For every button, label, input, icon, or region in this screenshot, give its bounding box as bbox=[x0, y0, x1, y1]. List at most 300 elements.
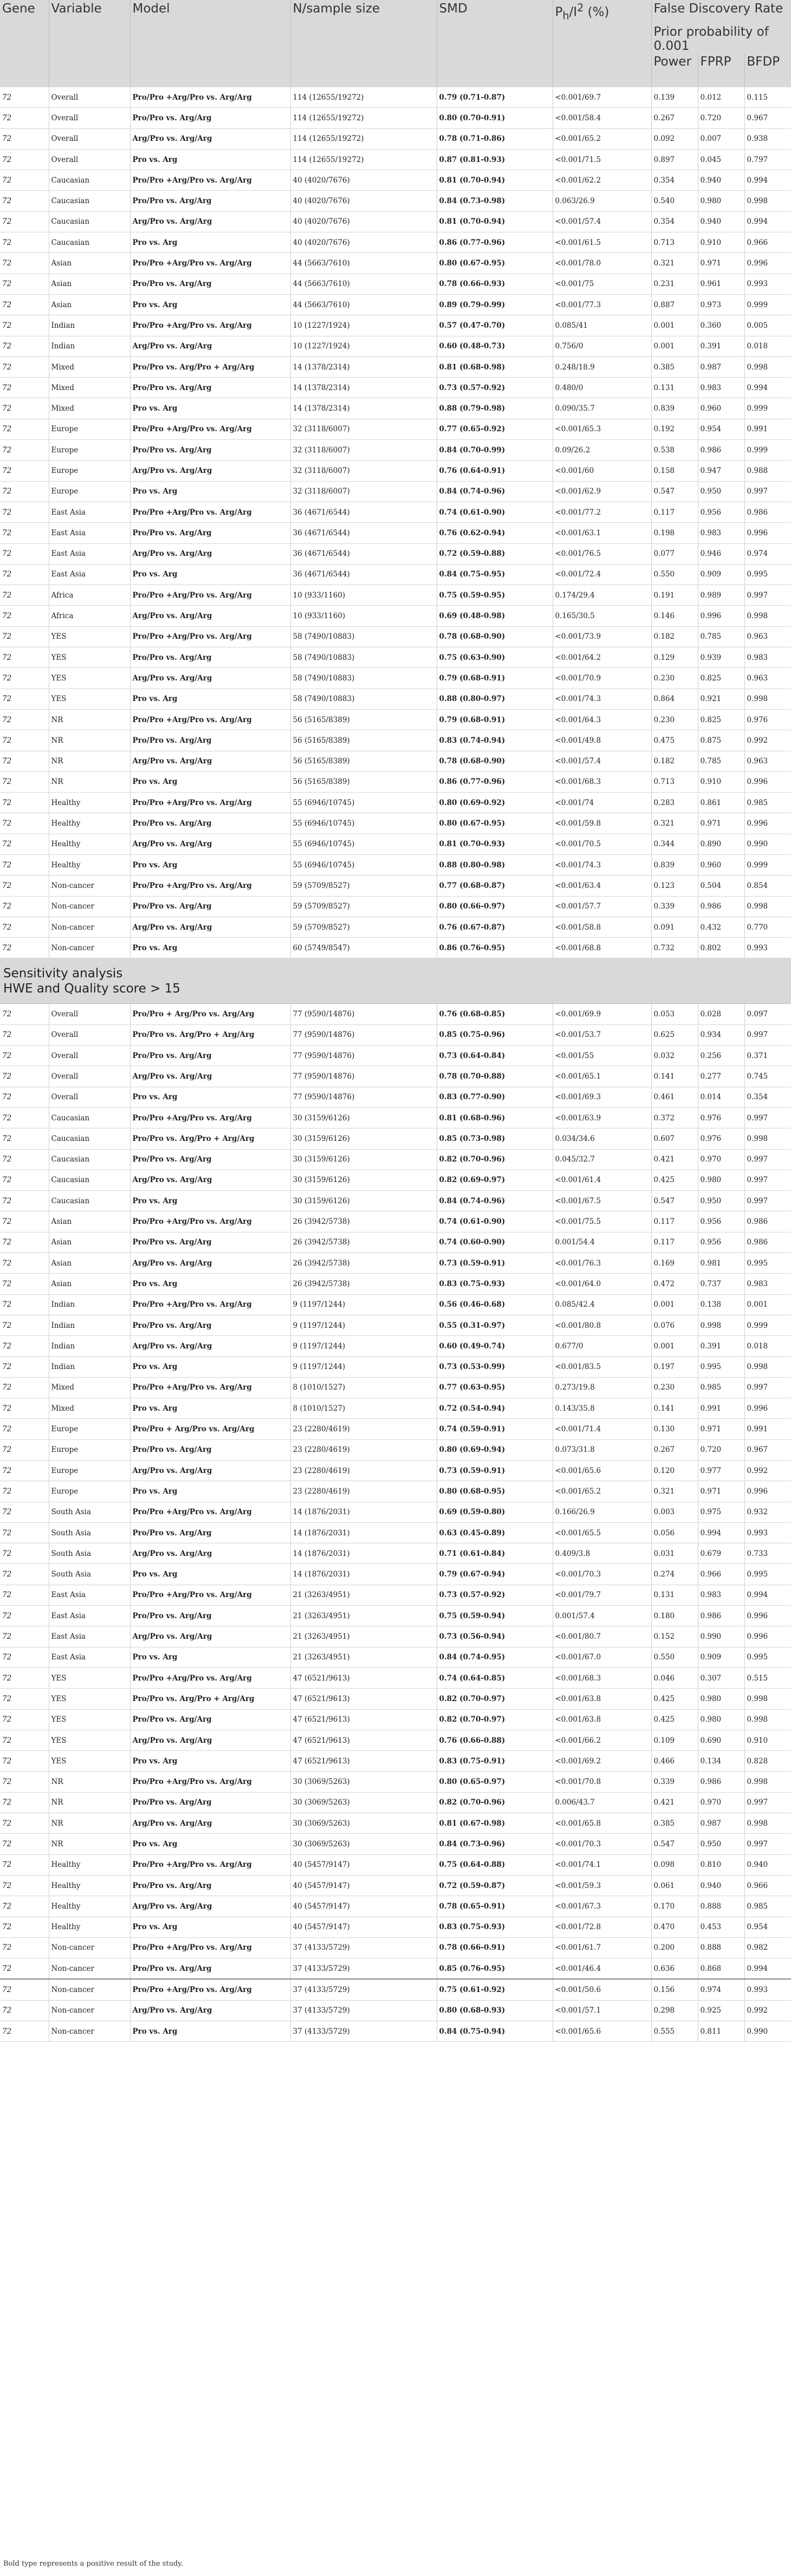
table-row bbox=[0, 813, 791, 834]
table-row bbox=[0, 1128, 791, 1149]
cell-smd: 0.88 (0.79-0.98) bbox=[437, 398, 553, 419]
cell-variable: Europe bbox=[49, 1481, 130, 1502]
cell-gene: 72 bbox=[0, 460, 49, 481]
cell-bfdp: 0.097 bbox=[744, 1004, 791, 1024]
cell-heterogeneity: 0.045/32.7 bbox=[553, 1149, 651, 1170]
cell-bfdp: 0.963 bbox=[744, 626, 791, 647]
table-row bbox=[0, 771, 791, 792]
cell-bfdp: 0.986 bbox=[744, 502, 791, 522]
cell-smd: 0.71 (0.61-0.84) bbox=[437, 1543, 553, 1564]
cell-sample-size: 55 (6946/10745) bbox=[290, 834, 437, 854]
cell-sample-size: 59 (5709/8527) bbox=[290, 896, 437, 917]
cell-variable: NR bbox=[49, 730, 130, 751]
cell-variable: NR bbox=[49, 751, 130, 771]
cell-heterogeneity: <0.001/57.4 bbox=[553, 751, 651, 771]
cell-fprp: 0.980 bbox=[698, 191, 744, 211]
cell-smd: 0.74 (0.59-0.91) bbox=[437, 1419, 553, 1439]
cell-model: Pro/Pro vs. Arg/Arg bbox=[130, 1522, 290, 1543]
ph-pct: (%) bbox=[583, 5, 610, 20]
cell-heterogeneity: <0.001/65.3 bbox=[553, 419, 651, 439]
cell-smd: 0.79 (0.68-0.91) bbox=[437, 668, 553, 689]
cell-variable: Asian bbox=[49, 1211, 130, 1232]
cell-power: 0.032 bbox=[651, 1046, 698, 1066]
cell-sample-size: 114 (12655/19272) bbox=[290, 87, 437, 108]
table-row bbox=[0, 709, 791, 730]
cell-bfdp: 0.018 bbox=[744, 336, 791, 356]
cell-model: Pro/Pro +Arg/Pro vs. Arg/Arg bbox=[130, 253, 290, 274]
cell-model: Pro/Pro vs. Arg/Arg bbox=[130, 1232, 290, 1253]
cell-smd: 0.81 (0.70-0.93) bbox=[437, 834, 553, 854]
table-row bbox=[0, 1232, 791, 1253]
cell-bfdp: 0.018 bbox=[744, 1336, 791, 1357]
cell-heterogeneity: 0.073/31.8 bbox=[553, 1439, 651, 1460]
cell-sample-size: 9 (1197/1244) bbox=[290, 1357, 437, 1377]
cell-power: 0.117 bbox=[651, 1232, 698, 1253]
cell-variable: Healthy bbox=[49, 1917, 130, 1937]
cell-bfdp: 0.993 bbox=[744, 1979, 791, 2000]
table-row bbox=[0, 1087, 791, 1107]
cell-sample-size: 58 (7490/10883) bbox=[290, 668, 437, 689]
cell-variable: NR bbox=[49, 1772, 130, 1792]
table-row bbox=[0, 1813, 791, 1834]
cell-model: Pro/Pro vs. Arg/Arg bbox=[130, 1709, 290, 1730]
cell-model: Pro vs. Arg bbox=[130, 294, 290, 315]
table-row bbox=[0, 232, 791, 253]
cell-smd: 0.73 (0.59-0.91) bbox=[437, 1253, 553, 1274]
cell-bfdp: 0.996 bbox=[744, 1398, 791, 1419]
cell-model: Pro/Pro vs. Arg/Arg bbox=[130, 274, 290, 294]
cell-bfdp: 0.371 bbox=[744, 1046, 791, 1066]
cell-variable: Asian bbox=[49, 1274, 130, 1294]
col-fdr: False Discovery Rate bbox=[651, 0, 791, 23]
cell-fprp: 0.946 bbox=[698, 543, 744, 564]
cell-sample-size: 77 (9590/14876) bbox=[290, 1046, 437, 1066]
cell-bfdp: 0.999 bbox=[744, 398, 791, 419]
cell-fprp: 0.983 bbox=[698, 523, 744, 543]
cell-sample-size: 40 (5457/9147) bbox=[290, 1875, 437, 1896]
cell-fprp: 0.720 bbox=[698, 108, 744, 128]
cell-bfdp: 0.991 bbox=[744, 1419, 791, 1439]
cell-smd: 0.73 (0.53-0.99) bbox=[437, 1357, 553, 1377]
cell-variable: East Asia bbox=[49, 543, 130, 564]
cell-gene: 72 bbox=[0, 523, 49, 543]
cell-power: 0.339 bbox=[651, 896, 698, 917]
table-row bbox=[0, 1564, 791, 1585]
cell-model: Pro vs. Arg bbox=[130, 689, 290, 709]
cell-gene: 72 bbox=[0, 87, 49, 108]
cell-model: Pro/Pro +Arg/Pro vs. Arg/Arg bbox=[130, 793, 290, 813]
cell-variable: Indian bbox=[49, 315, 130, 336]
cell-bfdp: 0.991 bbox=[744, 419, 791, 439]
cell-gene: 72 bbox=[0, 1564, 49, 1585]
cell-gene: 72 bbox=[0, 1709, 49, 1730]
cell-heterogeneity: <0.001/69.2 bbox=[553, 1751, 651, 1772]
cell-heterogeneity: <0.001/57.7 bbox=[553, 896, 651, 917]
table-row bbox=[0, 128, 791, 149]
cell-smd: 0.56 (0.46-0.68) bbox=[437, 1294, 553, 1315]
cell-heterogeneity: <0.001/63.1 bbox=[553, 523, 651, 543]
cell-gene: 72 bbox=[0, 1461, 49, 1481]
cell-heterogeneity: <0.001/68.3 bbox=[553, 771, 651, 792]
cell-heterogeneity: 0.085/41 bbox=[553, 315, 651, 336]
cell-gene: 72 bbox=[0, 1647, 49, 1667]
cell-variable: Europe bbox=[49, 1461, 130, 1481]
cell-model: Pro/Pro vs. Arg/Pro + Arg/Arg bbox=[130, 356, 290, 377]
table-row bbox=[0, 1689, 791, 1709]
cell-bfdp: 0.005 bbox=[744, 315, 791, 336]
cell-sample-size: 8 (1010/1527) bbox=[290, 1398, 437, 1419]
cell-bfdp: 0.993 bbox=[744, 938, 791, 958]
cell-bfdp: 0.999 bbox=[744, 440, 791, 460]
cell-smd: 0.82 (0.70-0.96) bbox=[437, 1149, 553, 1170]
cell-model: Pro/Pro +Arg/Pro vs. Arg/Arg bbox=[130, 585, 290, 606]
cell-heterogeneity: <0.001/53.7 bbox=[553, 1024, 651, 1045]
cell-smd: 0.63 (0.45-0.89) bbox=[437, 1522, 553, 1543]
cell-power: 0.198 bbox=[651, 523, 698, 543]
cell-smd: 0.60 (0.48-0.73) bbox=[437, 336, 553, 356]
table-row bbox=[0, 1834, 791, 1854]
cell-fprp: 0.785 bbox=[698, 626, 744, 647]
cell-sample-size: 10 (1227/1924) bbox=[290, 336, 437, 356]
table-row bbox=[0, 585, 791, 606]
cell-gene: 72 bbox=[0, 378, 49, 398]
cell-power: 0.538 bbox=[651, 440, 698, 460]
cell-variable: YES bbox=[49, 668, 130, 689]
tail-results bbox=[0, 1979, 791, 2041]
cell-variable: Non-cancer bbox=[49, 2000, 130, 2021]
cell-power: 0.339 bbox=[651, 1772, 698, 1792]
cell-fprp: 0.950 bbox=[698, 1191, 744, 1211]
col-variable: Variable bbox=[49, 0, 130, 87]
cell-model: Pro vs. Arg bbox=[130, 1917, 290, 1937]
cell-smd: 0.75 (0.59-0.95) bbox=[437, 585, 553, 606]
cell-smd: 0.78 (0.65-0.91) bbox=[437, 1896, 553, 1917]
cell-variable: Caucasian bbox=[49, 191, 130, 211]
cell-sample-size: 36 (4671/6544) bbox=[290, 523, 437, 543]
cell-power: 0.200 bbox=[651, 1937, 698, 1958]
table-row bbox=[0, 315, 791, 336]
cell-sample-size: 21 (3263/4951) bbox=[290, 1606, 437, 1626]
cell-smd: 0.78 (0.70-0.88) bbox=[437, 1066, 553, 1087]
cell-gene: 72 bbox=[0, 1232, 49, 1253]
cell-model: Pro vs. Arg bbox=[130, 1647, 290, 1667]
cell-sample-size: 58 (7490/10883) bbox=[290, 626, 437, 647]
cell-fprp: 0.888 bbox=[698, 1937, 744, 1958]
cell-smd: 0.76 (0.67-0.87) bbox=[437, 917, 553, 937]
cell-model: Pro/Pro +Arg/Pro vs. Arg/Arg bbox=[130, 87, 290, 108]
cell-power: 0.146 bbox=[651, 606, 698, 626]
cell-gene: 72 bbox=[0, 1211, 49, 1232]
cell-sample-size: 10 (933/1160) bbox=[290, 585, 437, 606]
cell-sample-size: 47 (6521/9613) bbox=[290, 1751, 437, 1772]
cell-gene: 72 bbox=[0, 1087, 49, 1107]
cell-heterogeneity: <0.001/63.9 bbox=[553, 1107, 651, 1128]
cell-model: Pro/Pro +Arg/Pro vs. Arg/Arg bbox=[130, 1854, 290, 1875]
cell-bfdp: 0.998 bbox=[744, 896, 791, 917]
cell-power: 0.470 bbox=[651, 1917, 698, 1937]
cell-smd: 0.74 (0.61-0.90) bbox=[437, 1211, 553, 1232]
table-row bbox=[0, 647, 791, 668]
cell-power: 0.003 bbox=[651, 1502, 698, 1522]
table-row bbox=[0, 419, 791, 439]
cell-fprp: 0.960 bbox=[698, 854, 744, 875]
cell-sample-size: 40 (5457/9147) bbox=[290, 1917, 437, 1937]
cell-bfdp: 0.996 bbox=[744, 253, 791, 274]
cell-heterogeneity: <0.001/70.8 bbox=[553, 1772, 651, 1792]
cell-heterogeneity: <0.001/60 bbox=[553, 460, 651, 481]
cell-fprp: 0.971 bbox=[698, 1419, 744, 1439]
cell-bfdp: 0.986 bbox=[744, 1211, 791, 1232]
cell-heterogeneity: <0.001/77.2 bbox=[553, 502, 651, 522]
cell-power: 0.123 bbox=[651, 875, 698, 896]
table-row bbox=[0, 170, 791, 191]
cell-model: Arg/Pro vs. Arg/Arg bbox=[130, 1336, 290, 1357]
cell-variable: Asian bbox=[49, 253, 130, 274]
table-row bbox=[0, 1522, 791, 1543]
cell-smd: 0.72 (0.54-0.94) bbox=[437, 1398, 553, 1419]
cell-smd: 0.80 (0.67-0.95) bbox=[437, 813, 553, 834]
cell-gene: 72 bbox=[0, 1046, 49, 1066]
cell-fprp: 0.966 bbox=[698, 1564, 744, 1585]
cell-power: 0.550 bbox=[651, 564, 698, 585]
cell-fprp: 0.138 bbox=[698, 1294, 744, 1315]
cell-heterogeneity: <0.001/75.5 bbox=[553, 1211, 651, 1232]
cell-heterogeneity: 0.085/42.4 bbox=[553, 1294, 651, 1315]
cell-gene: 72 bbox=[0, 938, 49, 958]
cell-fprp: 0.981 bbox=[698, 1253, 744, 1274]
cell-heterogeneity: <0.001/67.0 bbox=[553, 1647, 651, 1667]
cell-heterogeneity: <0.001/67.5 bbox=[553, 1191, 651, 1211]
cell-power: 0.230 bbox=[651, 668, 698, 689]
cell-sample-size: 55 (6946/10745) bbox=[290, 854, 437, 875]
cell-gene: 72 bbox=[0, 1315, 49, 1335]
cell-variable: Asian bbox=[49, 1232, 130, 1253]
cell-power: 0.141 bbox=[651, 1066, 698, 1087]
cell-fprp: 0.802 bbox=[698, 938, 744, 958]
table-row bbox=[0, 1502, 791, 1522]
cell-smd: 0.80 (0.69-0.94) bbox=[437, 1439, 553, 1460]
cell-sample-size: 14 (1378/2314) bbox=[290, 378, 437, 398]
cell-heterogeneity: <0.001/58.8 bbox=[553, 917, 651, 937]
cell-variable: East Asia bbox=[49, 1606, 130, 1626]
table-row bbox=[0, 502, 791, 522]
cell-smd: 0.83 (0.77-0.90) bbox=[437, 1087, 553, 1107]
cell-model: Arg/Pro vs. Arg/Arg bbox=[130, 1813, 290, 1834]
cell-gene: 72 bbox=[0, 854, 49, 875]
table-row bbox=[0, 1709, 791, 1730]
cell-power: 0.197 bbox=[651, 1357, 698, 1377]
cell-bfdp: 0.997 bbox=[744, 585, 791, 606]
cell-bfdp: 0.998 bbox=[744, 356, 791, 377]
cell-bfdp: 0.996 bbox=[744, 1626, 791, 1647]
cell-model: Pro vs. Arg bbox=[130, 1564, 290, 1585]
cell-sample-size: 40 (4020/7676) bbox=[290, 170, 437, 191]
cell-sample-size: 37 (4133/5729) bbox=[290, 1937, 437, 1958]
cell-bfdp: 0.996 bbox=[744, 523, 791, 543]
cell-fprp: 0.970 bbox=[698, 1792, 744, 1813]
cell-smd: 0.73 (0.57-0.92) bbox=[437, 1585, 553, 1605]
cell-model: Arg/Pro vs. Arg/Arg bbox=[130, 834, 290, 854]
cell-model: Pro/Pro vs. Arg/Arg bbox=[130, 378, 290, 398]
cell-power: 0.321 bbox=[651, 813, 698, 834]
cell-heterogeneity: <0.001/70.3 bbox=[553, 1834, 651, 1854]
cell-variable: Healthy bbox=[49, 1896, 130, 1917]
cell-gene: 72 bbox=[0, 1336, 49, 1357]
cell-gene: 72 bbox=[0, 502, 49, 522]
cell-gene: 72 bbox=[0, 834, 49, 854]
cell-sample-size: 37 (4133/5729) bbox=[290, 2021, 437, 2042]
cell-heterogeneity: <0.001/65.5 bbox=[553, 1522, 651, 1543]
cell-sample-size: 14 (1378/2314) bbox=[290, 398, 437, 419]
cell-power: 0.607 bbox=[651, 1128, 698, 1149]
cell-heterogeneity: <0.001/74.1 bbox=[553, 1854, 651, 1875]
cell-gene: 72 bbox=[0, 1543, 49, 1564]
cell-heterogeneity: <0.001/67.3 bbox=[553, 1896, 651, 1917]
cell-heterogeneity: <0.001/74 bbox=[553, 793, 651, 813]
cell-model: Pro/Pro vs. Arg/Arg bbox=[130, 191, 290, 211]
cell-gene: 72 bbox=[0, 1626, 49, 1647]
cell-fprp: 0.989 bbox=[698, 585, 744, 606]
cell-model: Pro vs. Arg bbox=[130, 1398, 290, 1419]
cell-variable: Caucasian bbox=[49, 1191, 130, 1211]
cell-heterogeneity: <0.001/65.2 bbox=[553, 128, 651, 149]
cell-bfdp: 0.988 bbox=[744, 460, 791, 481]
cell-smd: 0.78 (0.66-0.91) bbox=[437, 1937, 553, 1958]
cell-gene: 72 bbox=[0, 2021, 49, 2042]
cell-sample-size: 55 (6946/10745) bbox=[290, 813, 437, 834]
table-row bbox=[0, 2021, 791, 2042]
cell-bfdp: 0.995 bbox=[744, 1647, 791, 1667]
table-row bbox=[0, 854, 791, 875]
cell-model: Arg/Pro vs. Arg/Arg bbox=[130, 2000, 290, 2021]
cell-smd: 0.79 (0.68-0.91) bbox=[437, 709, 553, 730]
cell-smd: 0.84 (0.74-0.96) bbox=[437, 1191, 553, 1211]
cell-variable: Asian bbox=[49, 274, 130, 294]
cell-power: 0.864 bbox=[651, 689, 698, 709]
cell-heterogeneity: <0.001/78.0 bbox=[553, 253, 651, 274]
cell-smd: 0.83 (0.75-0.93) bbox=[437, 1917, 553, 1937]
cell-sample-size: 56 (5165/8389) bbox=[290, 751, 437, 771]
cell-smd: 0.88 (0.80-0.98) bbox=[437, 854, 553, 875]
cell-bfdp: 0.993 bbox=[744, 1522, 791, 1543]
cell-variable: Overall bbox=[49, 1066, 130, 1087]
cell-heterogeneity: <0.001/57.1 bbox=[553, 2000, 651, 2021]
cell-gene: 72 bbox=[0, 647, 49, 668]
cell-fprp: 0.986 bbox=[698, 896, 744, 917]
cell-fprp: 0.994 bbox=[698, 1522, 744, 1543]
cell-gene: 72 bbox=[0, 564, 49, 585]
cell-power: 0.425 bbox=[651, 1689, 698, 1709]
cell-heterogeneity: 0.174/29.4 bbox=[553, 585, 651, 606]
cell-variable: YES bbox=[49, 1709, 130, 1730]
cell-smd: 0.78 (0.68-0.90) bbox=[437, 751, 553, 771]
cell-model: Pro/Pro vs. Arg/Arg bbox=[130, 1149, 290, 1170]
cell-variable: Caucasian bbox=[49, 211, 130, 232]
cell-sample-size: 8 (1010/1527) bbox=[290, 1377, 437, 1398]
cell-gene: 72 bbox=[0, 440, 49, 460]
cell-gene: 72 bbox=[0, 626, 49, 647]
cell-variable: YES bbox=[49, 1730, 130, 1750]
cell-fprp: 0.256 bbox=[698, 1046, 744, 1066]
cell-model: Pro/Pro vs. Arg/Arg bbox=[130, 813, 290, 834]
cell-variable: Africa bbox=[49, 585, 130, 606]
cell-heterogeneity: <0.001/59.8 bbox=[553, 813, 651, 834]
cell-heterogeneity: <0.001/63.8 bbox=[553, 1689, 651, 1709]
table-row bbox=[0, 751, 791, 771]
cell-heterogeneity: <0.001/75 bbox=[553, 274, 651, 294]
cell-gene: 72 bbox=[0, 253, 49, 274]
cell-heterogeneity: <0.001/55 bbox=[553, 1046, 651, 1066]
cell-heterogeneity: <0.001/74.3 bbox=[553, 854, 651, 875]
cell-smd: 0.73 (0.57-0.92) bbox=[437, 378, 553, 398]
cell-variable: Indian bbox=[49, 336, 130, 356]
cell-gene: 72 bbox=[0, 668, 49, 689]
cell-gene: 72 bbox=[0, 730, 49, 751]
cell-fprp: 0.977 bbox=[698, 1461, 744, 1481]
cell-variable: YES bbox=[49, 1689, 130, 1709]
cell-heterogeneity: <0.001/65.6 bbox=[553, 2021, 651, 2042]
cell-variable: Mixed bbox=[49, 378, 130, 398]
cell-smd: 0.78 (0.71-0.86) bbox=[437, 128, 553, 149]
cell-model: Pro vs. Arg bbox=[130, 1481, 290, 1502]
cell-model: Pro/Pro +Arg/Pro vs. Arg/Arg bbox=[130, 1979, 290, 2000]
table-row bbox=[0, 191, 791, 211]
cell-power: 0.046 bbox=[651, 1667, 698, 1688]
cell-bfdp: 0.997 bbox=[744, 1170, 791, 1190]
col-model: Model bbox=[130, 0, 290, 87]
cell-bfdp: 0.992 bbox=[744, 1461, 791, 1481]
cell-heterogeneity: <0.001/69.3 bbox=[553, 1087, 651, 1107]
cell-model: Arg/Pro vs. Arg/Arg bbox=[130, 211, 290, 232]
cell-sample-size: 14 (1378/2314) bbox=[290, 356, 437, 377]
cell-bfdp: 0.997 bbox=[744, 1377, 791, 1398]
cell-power: 0.298 bbox=[651, 2000, 698, 2021]
cell-gene: 72 bbox=[0, 1419, 49, 1439]
cell-sample-size: 32 (3118/6007) bbox=[290, 460, 437, 481]
cell-fprp: 0.453 bbox=[698, 1917, 744, 1937]
cell-power: 0.231 bbox=[651, 274, 698, 294]
cell-fprp: 0.432 bbox=[698, 917, 744, 937]
cell-model: Pro/Pro +Arg/Pro vs. Arg/Arg bbox=[130, 1585, 290, 1605]
cell-power: 0.425 bbox=[651, 1709, 698, 1730]
cell-smd: 0.76 (0.68-0.85) bbox=[437, 1004, 553, 1024]
cell-power: 0.267 bbox=[651, 1439, 698, 1460]
cell-power: 0.385 bbox=[651, 356, 698, 377]
cell-smd: 0.74 (0.64-0.85) bbox=[437, 1667, 553, 1688]
cell-sample-size: 56 (5165/8389) bbox=[290, 771, 437, 792]
col-sample-size: N/sample size bbox=[290, 0, 437, 87]
cell-model: Pro/Pro vs. Arg/Pro + Arg/Arg bbox=[130, 1128, 290, 1149]
cell-gene: 72 bbox=[0, 2000, 49, 2021]
cell-smd: 0.86 (0.77-0.96) bbox=[437, 771, 553, 792]
cell-sample-size: 30 (3159/6126) bbox=[290, 1149, 437, 1170]
cell-fprp: 0.956 bbox=[698, 1232, 744, 1253]
cell-variable: Mixed bbox=[49, 1377, 130, 1398]
cell-gene: 72 bbox=[0, 543, 49, 564]
cell-heterogeneity: <0.001/76.3 bbox=[553, 1253, 651, 1274]
cell-bfdp: 0.998 bbox=[744, 1709, 791, 1730]
cell-smd: 0.84 (0.70-0.99) bbox=[437, 440, 553, 460]
cell-sample-size: 14 (1876/2031) bbox=[290, 1564, 437, 1585]
cell-bfdp: 0.990 bbox=[744, 834, 791, 854]
cell-heterogeneity: <0.001/63.4 bbox=[553, 875, 651, 896]
table-row bbox=[0, 1958, 791, 1980]
cell-smd: 0.87 (0.81-0.93) bbox=[437, 149, 553, 170]
cell-heterogeneity: <0.001/46.4 bbox=[553, 1958, 651, 1980]
cell-smd: 0.81 (0.67-0.98) bbox=[437, 1813, 553, 1834]
cell-model: Pro/Pro vs. Arg/Arg bbox=[130, 108, 290, 128]
cell-heterogeneity: 0.143/35.8 bbox=[553, 1398, 651, 1419]
